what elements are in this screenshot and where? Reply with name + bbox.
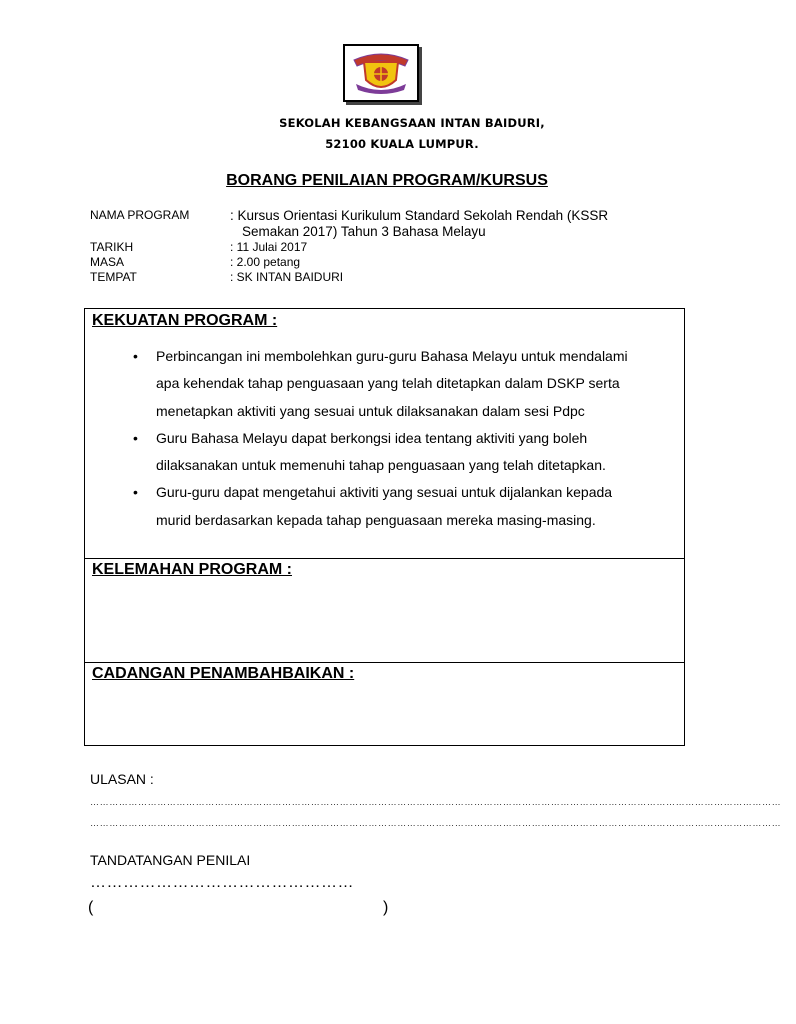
nama-program-value-line2: Semakan 2017) Tahun 3 Bahasa Melayu <box>242 224 486 239</box>
bullet-icon: • <box>133 348 138 364</box>
kekuatan-title: KEKUATAN PROGRAM : <box>92 312 278 329</box>
list-item: • Guru-guru dapat mengetahui aktiviti yang sesuai untuk dijalankan kepada murid berdasarkan kepada tahap penguasaan mereka masing-masing. <box>85 479 684 534</box>
masa-label: MASA <box>90 255 125 269</box>
signature-dotted-line: ………………………………………… <box>90 874 354 891</box>
school-name: SEKOLAH KEBANGSAAN INTAN BAIDURI, <box>279 116 545 130</box>
section-divider <box>85 662 684 663</box>
nama-program-value-line1: : Kursus Orientasi Kurikulum Standard Sekolah Rendah (KSSR <box>230 208 609 223</box>
form-title: BORANG PENILAIAN PROGRAM/KURSUS <box>226 172 548 189</box>
section-divider <box>85 558 684 559</box>
kelemahan-title: KELEMAHAN PROGRAM : <box>92 561 292 578</box>
tarikh-label: TARIKH <box>90 240 134 254</box>
school-address: 52100 KUALA LUMPUR. <box>325 137 479 151</box>
nama-program-label: NAMA PROGRAM <box>90 208 190 222</box>
list-item: • Perbincangan ini membolehkan guru-guru Bahasa Melayu untuk mendalami apa kehendak tahap penguasaan yang telah ditetapkan dalam DSKP serta menetapkan aktiviti yang sesuai untuk dilaksanakan dalam sesi Pdpc <box>85 343 684 425</box>
ulasan-dotted-line-2: ……………………………………………………………………………………………………………………………………………………………………………………………… <box>90 818 782 828</box>
bullet-icon: • <box>133 429 138 446</box>
cadangan-title: CADANGAN PENAMBAHBAIKAN : <box>92 665 355 682</box>
name-paren-open: ( <box>88 899 94 916</box>
tarikh-value: : 11 Julai 2017 <box>230 240 308 254</box>
tempat-value: : SK INTAN BAIDURI <box>230 270 344 284</box>
school-crest-icon <box>350 50 412 96</box>
list-item: • Guru Bahasa Melayu dapat berkongsi idea tentang aktiviti yang boleh dilaksanakan untuk memenuhi tahap penguasaan yang telah ditetapkan. <box>85 425 684 480</box>
name-paren-close: ) <box>383 899 389 916</box>
school-logo <box>343 44 419 102</box>
signature-label: TANDATANGAN PENILAI <box>90 852 251 868</box>
tempat-label: TEMPAT <box>90 270 137 284</box>
ulasan-label: ULASAN : <box>90 771 154 787</box>
kekuatan-list <box>85 343 684 534</box>
ulasan-dotted-line-1: ……………………………………………………………………………………………………………………………………………………………………………………………… <box>90 797 782 807</box>
masa-value: : 2.00 petang <box>230 255 301 269</box>
evaluation-box <box>84 308 685 746</box>
bullet-icon: • <box>133 484 138 501</box>
